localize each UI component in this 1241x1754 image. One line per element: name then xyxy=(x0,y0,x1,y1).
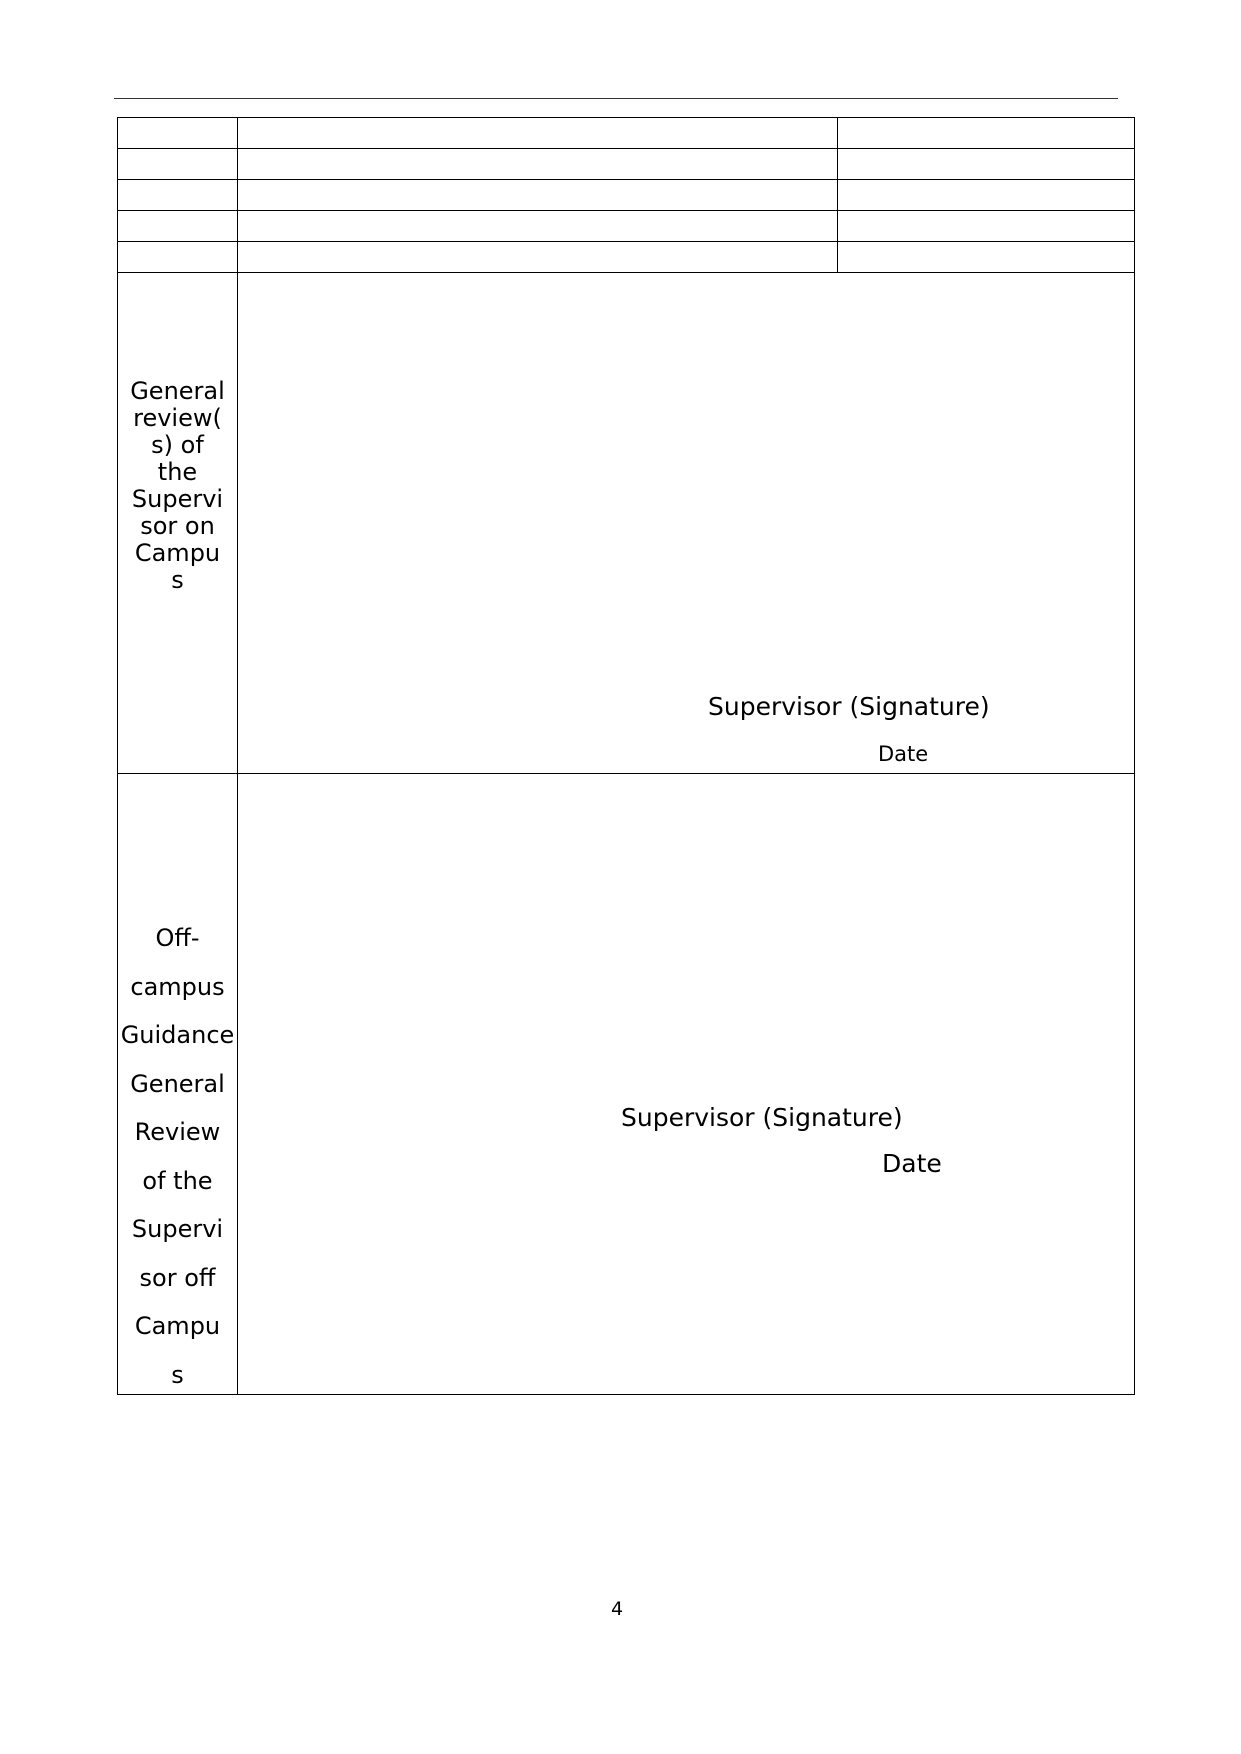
review-form-table xyxy=(117,117,1135,1395)
off-campus-review-content-cell[interactable] xyxy=(238,774,1135,1395)
on-campus-review-label-cell xyxy=(118,273,238,774)
label-line: s xyxy=(171,1360,184,1389)
label-line: s) of xyxy=(151,431,204,459)
blank-cell[interactable] xyxy=(238,242,838,273)
blank-cell[interactable] xyxy=(838,118,1135,149)
on-campus-review-row xyxy=(118,273,1135,774)
blank-cell[interactable] xyxy=(118,211,238,242)
blank-cell[interactable] xyxy=(118,180,238,211)
on-campus-review-label xyxy=(118,378,237,594)
label-line: the xyxy=(157,458,198,486)
blank-row xyxy=(118,149,1135,180)
blank-cell[interactable] xyxy=(838,149,1135,180)
label-line: Supervi xyxy=(131,1215,224,1243)
label-line: s xyxy=(171,566,184,594)
blank-cell[interactable] xyxy=(118,242,238,273)
label-line: of the xyxy=(142,1166,213,1195)
label-line: Campu xyxy=(134,1312,221,1340)
blank-cell[interactable] xyxy=(238,211,838,242)
header-rule xyxy=(114,98,1118,99)
label-line: General xyxy=(130,377,225,405)
off-campus-review-row xyxy=(118,774,1135,1395)
label-line: sor off xyxy=(139,1263,216,1292)
label-line: General xyxy=(130,1069,225,1098)
blank-cell[interactable] xyxy=(118,149,238,180)
label-line: review( xyxy=(133,404,222,432)
blank-cell[interactable] xyxy=(238,118,838,149)
off-campus-review-label xyxy=(112,914,243,1399)
on-campus-supervisor-signature-label: Supervisor (Signature) xyxy=(708,692,990,721)
blank-row xyxy=(118,118,1135,149)
off-campus-review-label-cell xyxy=(118,774,238,1395)
label-line: Off- xyxy=(155,924,200,952)
label-line: Guidance xyxy=(120,1021,235,1049)
off-campus-supervisor-signature-label: Supervisor (Signature) xyxy=(621,1103,903,1132)
blank-cell[interactable] xyxy=(838,242,1135,273)
blank-cell[interactable] xyxy=(118,118,238,149)
off-campus-date-label: Date xyxy=(882,1149,942,1178)
page-number: 4 xyxy=(610,1598,624,1620)
on-campus-review-content-cell[interactable] xyxy=(238,273,1135,774)
blank-cell[interactable] xyxy=(238,149,838,180)
blank-row xyxy=(118,211,1135,242)
label-line: sor on xyxy=(140,512,215,540)
label-line: Supervi xyxy=(131,485,224,513)
label-line: Review xyxy=(134,1118,221,1146)
blank-cell[interactable] xyxy=(238,180,838,211)
label-line: campus xyxy=(130,972,225,1001)
blank-row xyxy=(118,242,1135,273)
label-line: Campu xyxy=(134,539,221,567)
blank-cell[interactable] xyxy=(838,180,1135,211)
blank-row xyxy=(118,180,1135,211)
on-campus-date-label: Date xyxy=(878,742,929,766)
blank-cell[interactable] xyxy=(838,211,1135,242)
